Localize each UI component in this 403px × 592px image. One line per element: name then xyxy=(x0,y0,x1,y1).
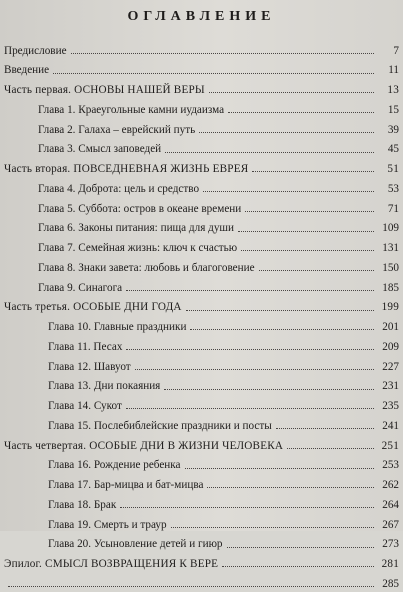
toc-entry-page: 51 xyxy=(387,163,399,176)
table-of-contents xyxy=(0,39,403,592)
toc-part-heading xyxy=(0,434,403,454)
toc-entry-page: 185 xyxy=(382,281,399,294)
leader-dots xyxy=(171,527,374,528)
toc-entry xyxy=(0,375,403,395)
leader-dots xyxy=(222,566,374,567)
toc-entry-page: 264 xyxy=(382,498,399,511)
toc-entry-label: Глава 13. Дни покаяния xyxy=(48,380,161,393)
toc-entry xyxy=(0,276,403,296)
leader-dots xyxy=(209,92,374,93)
leader-dots xyxy=(287,448,374,449)
leader-dots xyxy=(241,250,374,251)
leader-dots xyxy=(165,152,374,153)
toc-entry-label: Глава 15. Послебиблейские праздники и посты xyxy=(48,419,272,432)
toc-entry-label: Глава 5. Суббота: остров в океане времени xyxy=(38,202,242,215)
toc-part-heading xyxy=(0,296,403,316)
toc-entry-label: Введение xyxy=(4,64,50,77)
leader-dots xyxy=(276,428,374,429)
toc-entry-label: Глава 9. Синагога xyxy=(38,281,123,294)
toc-entry xyxy=(0,39,403,59)
leader-dots xyxy=(199,132,374,133)
toc-entry-page: 109 xyxy=(382,222,399,235)
toc-entry-page: 7 xyxy=(393,44,399,57)
toc-entry xyxy=(0,237,403,257)
toc-entry-page: 11 xyxy=(388,64,399,77)
toc-entry xyxy=(0,256,403,276)
toc-entry xyxy=(0,335,403,355)
toc-entry-page: 201 xyxy=(382,321,399,334)
toc-entry-page: 209 xyxy=(382,340,399,353)
toc-entry-page: 262 xyxy=(382,479,399,492)
toc-entry-label: Глава 20. Усыновление детей и гиюр xyxy=(48,538,223,551)
toc-entry-page: 267 xyxy=(382,518,399,531)
toc-entry-label: Часть четвертая. ОСОБЫЕ ДНИ В ЖИЗНИ ЧЕЛОВЕКА xyxy=(4,439,284,452)
leader-dots xyxy=(245,211,374,212)
leader-dots xyxy=(252,171,374,172)
leader-dots xyxy=(53,73,374,74)
toc-entry-page: 273 xyxy=(382,538,399,551)
toc-entry-page: 281 xyxy=(381,558,399,571)
toc-entry-page: 251 xyxy=(381,439,399,452)
toc-entry-label: Глава 17. Бар-мицва и бат-мицва xyxy=(48,479,204,492)
leader-dots xyxy=(71,53,374,54)
toc-entry-label: Глава 4. Доброта: цель и средство xyxy=(38,182,200,195)
toc-entry xyxy=(0,197,403,217)
toc-part-heading xyxy=(0,79,403,99)
toc-entry xyxy=(0,217,403,237)
toc-entry-page: 199 xyxy=(381,301,399,314)
toc-entry-page: 150 xyxy=(382,261,399,274)
leader-dots xyxy=(135,369,374,370)
toc-entry-label: Глава 6. Законы питания: пища для души xyxy=(38,222,235,235)
leader-dots xyxy=(164,389,374,390)
leader-dots xyxy=(185,468,374,469)
toc-entry-label: Глава 19. Смерть и траур xyxy=(48,518,167,531)
leader-dots xyxy=(8,586,374,587)
toc-entry xyxy=(0,98,403,118)
toc-entry-page: 285 xyxy=(382,577,399,590)
toc-entry-page: 241 xyxy=(382,419,399,432)
toc-entry xyxy=(0,414,403,434)
toc-entry xyxy=(0,493,403,513)
leader-dots xyxy=(126,408,374,409)
toc-entry-label: Предисловие xyxy=(4,44,67,57)
leader-dots xyxy=(227,547,374,548)
toc-entry xyxy=(0,572,403,592)
toc-entry-label: Глава 11. Песах xyxy=(48,340,123,353)
leader-dots xyxy=(207,487,374,488)
toc-entry xyxy=(0,316,403,336)
toc-entry-label: Глава 2. Галаха – еврейский путь xyxy=(38,123,196,136)
toc-entry-label: Глава 12. Шавуот xyxy=(48,360,131,373)
toc-entry-page: 45 xyxy=(387,143,399,156)
toc-entry-label: Глава 16. Рождение ребенка xyxy=(48,459,181,472)
toc-entry-label: Эпилог. СМЫСЛ ВОЗВРАЩЕНИЯ К ВЕРЕ xyxy=(4,558,219,571)
toc-entry-label: Глава 3. Смысл заповедей xyxy=(38,143,162,156)
toc-entry-page: 131 xyxy=(382,242,399,255)
toc-entry xyxy=(0,474,403,494)
toc-entry-page: 15 xyxy=(387,103,399,116)
leader-dots xyxy=(126,290,374,291)
toc-entry-page: 253 xyxy=(382,459,399,472)
leader-dots xyxy=(228,112,374,113)
toc-entry-page: 227 xyxy=(382,360,399,373)
toc-entry-label: Глава 8. Знаки завета: любовь и благоговение xyxy=(38,261,255,274)
leader-dots xyxy=(126,349,374,350)
toc-entry-label: Глава 1. Краеугольные камни иудаизма xyxy=(38,103,225,116)
toc-entry-label: Глава 10. Главные праздники xyxy=(48,321,187,334)
toc-epilogue xyxy=(0,553,403,573)
toc-entry xyxy=(0,138,403,158)
toc-entry-label: Часть вторая. ПОВСЕДНЕВНАЯ ЖИЗНЬ ЕВРЕЯ xyxy=(4,163,249,176)
leader-dots xyxy=(238,231,374,232)
toc-entry-page: 53 xyxy=(387,182,399,195)
leader-dots xyxy=(190,329,374,330)
toc-part-heading xyxy=(0,158,403,178)
toc-entry-page: 231 xyxy=(382,380,399,393)
toc-entry xyxy=(0,59,403,79)
toc-entry xyxy=(0,355,403,375)
toc-entry-label: Часть первая. ОСНОВЫ НАШЕЙ ВЕРЫ xyxy=(4,84,205,97)
toc-entry xyxy=(0,533,403,553)
toc-entry-label: Глава 14. Сукот xyxy=(48,400,122,413)
page-title: ОГЛАВЛЕНИЕ xyxy=(127,9,276,24)
leader-dots xyxy=(186,310,374,311)
toc-entry-page: 39 xyxy=(387,123,399,136)
leader-dots xyxy=(120,507,374,508)
leader-dots xyxy=(259,270,374,271)
leader-dots xyxy=(203,191,374,192)
toc-entry-label: Часть третья. ОСОБЫЕ ДНИ ГОДА xyxy=(4,301,182,314)
toc-entry-label: Глава 7. Семейная жизнь: ключ к счастью xyxy=(38,242,238,255)
toc-entry xyxy=(0,177,403,197)
toc-entry xyxy=(0,513,403,533)
toc-entry xyxy=(0,118,403,138)
toc-entry-label: Глава 18. Брак xyxy=(48,498,117,511)
toc-entry-page: 235 xyxy=(382,400,399,413)
toc-entry xyxy=(0,454,403,474)
toc-entry-page: 13 xyxy=(387,84,399,97)
toc-entry xyxy=(0,395,403,415)
toc-entry-page: 71 xyxy=(387,202,399,215)
